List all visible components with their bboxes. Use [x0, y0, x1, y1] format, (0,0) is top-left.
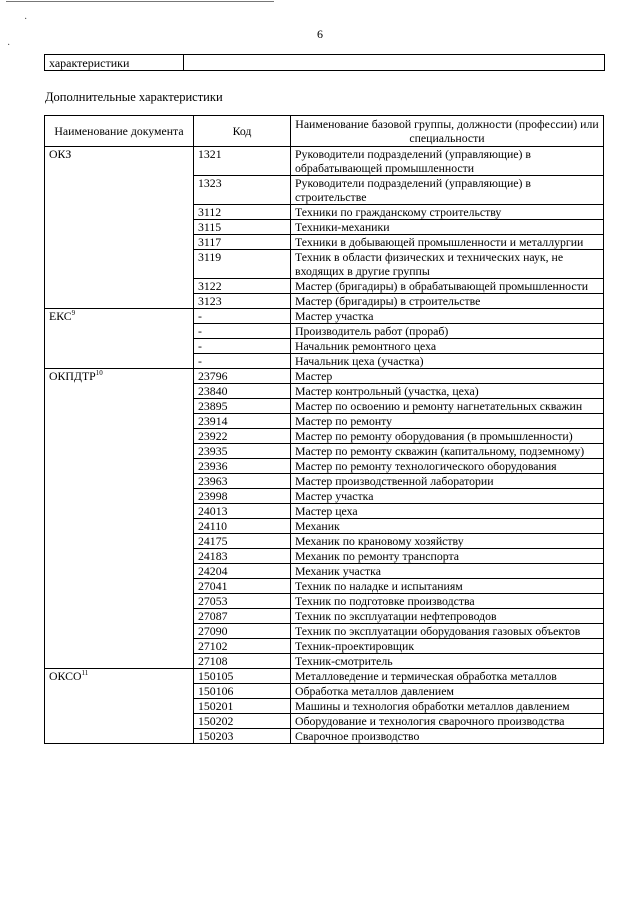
table-body	[45, 147, 604, 744]
occupation-name-cell: Мастер	[291, 369, 604, 384]
footnote-ref: 10	[95, 369, 103, 378]
occupation-name-cell: Машины и технология обработки металлов давлением	[291, 699, 604, 714]
code-cell: 150105	[194, 669, 291, 684]
table-row	[45, 669, 604, 684]
header-document: Наименование документа	[45, 116, 194, 147]
code-cell: 150201	[194, 699, 291, 714]
code-cell: 27087	[194, 609, 291, 624]
additional-characteristics-table	[44, 115, 604, 744]
code-cell: 3123	[194, 294, 291, 309]
occupation-name-cell: Механик участка	[291, 564, 604, 579]
occupation-name-cell: Мастер (бригадиры) в строительстве	[291, 294, 604, 309]
occupation-name-cell: Мастер контрольный (участка, цеха)	[291, 384, 604, 399]
document-name-cell	[45, 369, 194, 669]
code-cell: 23935	[194, 444, 291, 459]
code-cell: 23936	[194, 459, 291, 474]
code-cell: -	[194, 309, 291, 324]
code-cell: -	[194, 324, 291, 339]
code-cell: 27053	[194, 594, 291, 609]
occupation-name-cell: Мастер по ремонту технологического оборудования	[291, 459, 604, 474]
scan-mark: ·	[7, 40, 11, 51]
occupation-name-cell: Мастер производственной лаборатории	[291, 474, 604, 489]
occupation-name-cell: Техник в области физических и технических наук, не входящих в другие группы	[291, 250, 604, 279]
occupation-name-cell: Производитель работ (прораб)	[291, 324, 604, 339]
scan-mark: ·	[24, 14, 28, 25]
occupation-name-cell: Оборудование и технология сварочного производства	[291, 714, 604, 729]
code-cell: 24204	[194, 564, 291, 579]
code-cell: 150202	[194, 714, 291, 729]
scan-top-line	[6, 1, 274, 4]
code-cell: 24183	[194, 549, 291, 564]
code-cell: 3122	[194, 279, 291, 294]
occupation-name-cell: Техник по эксплуатации нефтепроводов	[291, 609, 604, 624]
occupation-name-cell: Начальник ремонтного цеха	[291, 339, 604, 354]
code-cell: 1321	[194, 147, 291, 176]
code-cell: 23922	[194, 429, 291, 444]
occupation-name-cell: Техник по эксплуатации оборудования газовых объектов	[291, 624, 604, 639]
code-cell: -	[194, 339, 291, 354]
code-cell: 24013	[194, 504, 291, 519]
code-cell: 1323	[194, 176, 291, 205]
fragment-cell	[184, 55, 605, 71]
code-cell: 27108	[194, 654, 291, 669]
occupation-name-cell: Мастер по освоению и ремонту нагнетательных скважин	[291, 399, 604, 414]
occupation-name-cell: Техник-проектировщик	[291, 639, 604, 654]
document-name-cell	[45, 669, 194, 744]
code-cell: 3117	[194, 235, 291, 250]
table-row	[45, 369, 604, 384]
document-name: ОКПДТР	[49, 369, 96, 383]
code-cell: 23840	[194, 384, 291, 399]
occupation-name-cell: Мастер по ремонту оборудования (в промышленности)	[291, 429, 604, 444]
header-code: Код	[194, 116, 291, 147]
occupation-name-cell: Техники в добывающей промышленности и металлургии	[291, 235, 604, 250]
occupation-name-cell: Мастер (бригадиры) в обрабатывающей промышленности	[291, 279, 604, 294]
occupation-name-cell: Мастер участка	[291, 309, 604, 324]
occupation-name-cell: Техник-смотритель	[291, 654, 604, 669]
occupation-name-cell: Металловедение и термическая обработка металлов	[291, 669, 604, 684]
code-cell: 23796	[194, 369, 291, 384]
occupation-name-cell: Мастер участка	[291, 489, 604, 504]
footnote-ref: 11	[81, 669, 89, 678]
code-cell: 24110	[194, 519, 291, 534]
occupation-name-cell: Сварочное производство	[291, 729, 604, 744]
code-cell: 3115	[194, 220, 291, 235]
code-cell: 27090	[194, 624, 291, 639]
occupation-name-cell: Техники-механики	[291, 220, 604, 235]
code-cell: 150203	[194, 729, 291, 744]
code-cell: 23895	[194, 399, 291, 414]
occupation-name-cell: Механик	[291, 519, 604, 534]
occupation-name-cell: Мастер по ремонту	[291, 414, 604, 429]
table-header-row	[45, 116, 604, 147]
code-cell: -	[194, 354, 291, 369]
document-name: ЕКС	[49, 309, 72, 323]
code-cell: 27041	[194, 579, 291, 594]
document-name: ОКЗ	[49, 147, 72, 161]
header-name: Наименование базовой группы, должности (профессии) или специальности	[291, 116, 604, 147]
occupation-name-cell: Техник по подготовке производства	[291, 594, 604, 609]
occupation-name-cell: Мастер цеха	[291, 504, 604, 519]
document-name-cell	[45, 309, 194, 369]
footnote-ref: 9	[71, 309, 76, 318]
fragment-cell: характеристики	[45, 55, 184, 71]
occupation-name-cell: Механик по ремонту транспорта	[291, 549, 604, 564]
occupation-name-cell: Руководители подразделений (управляющие) в обрабатывающей промышленности	[291, 147, 604, 176]
page-number: 6	[317, 27, 323, 41]
code-cell: 150106	[194, 684, 291, 699]
table-row	[45, 309, 604, 324]
occupation-name-cell: Обработка металлов давлением	[291, 684, 604, 699]
code-cell: 24175	[194, 534, 291, 549]
occupation-name-cell: Техник по наладке и испытаниям	[291, 579, 604, 594]
code-cell: 23914	[194, 414, 291, 429]
code-cell: 3112	[194, 205, 291, 220]
occupation-name-cell: Техники по гражданскому строительству	[291, 205, 604, 220]
code-cell: 3119	[194, 250, 291, 279]
code-cell: 23998	[194, 489, 291, 504]
occupation-name-cell: Начальник цеха (участка)	[291, 354, 604, 369]
occupation-name-cell: Мастер по ремонту скважин (капитальному, подземному)	[291, 444, 604, 459]
previous-table-fragment	[44, 54, 605, 71]
occupation-name-cell: Руководители подразделений (управляющие) в строительстве	[291, 176, 604, 205]
section-title: Дополнительные характеристики	[45, 90, 223, 104]
document-name: ОКСО	[49, 669, 82, 683]
table-row	[45, 147, 604, 176]
document-name-cell	[45, 147, 194, 309]
code-cell: 27102	[194, 639, 291, 654]
code-cell: 23963	[194, 474, 291, 489]
occupation-name-cell: Механик по крановому хозяйству	[291, 534, 604, 549]
